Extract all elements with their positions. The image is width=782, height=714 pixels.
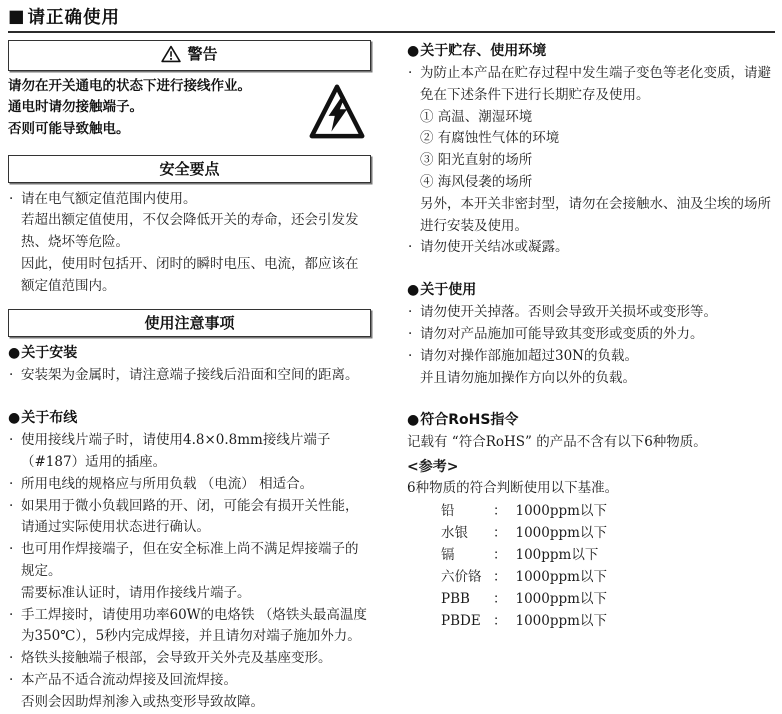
bullet-marker: · [9,497,14,514]
substance-separator: ： [493,590,507,607]
line-text: 所用电线的规格应与所用负载 （电流） 相适合。 [21,475,314,492]
wiring-heading: ●关于布线 [8,410,78,427]
safety-points-text [8,189,371,298]
section-bullet-marker: ● [8,345,21,362]
text-line [8,670,371,692]
line-text: 使用接线片端子时，请使用4.8×0.8mm接线片端子 （#187）适用的插座。 [21,432,335,471]
substance-limit: 1000ppm以下 [515,502,607,519]
text-line [8,430,371,474]
rohs-substance-table [407,500,775,632]
electric-shock-hazard-icon [309,82,365,142]
line-text: 也可用作焊接端子，但在安全标准上尚不满足焊接端子的规定。 [21,541,359,580]
substance-limit: 100ppm以下 [515,546,599,563]
warning-box-header [8,40,371,71]
line-text: 需要标准认证时，请用作接线片端子。 [21,584,251,601]
left-column [8,40,371,714]
warning-triangle-icon [161,45,181,63]
warning-box-title: 警告 [187,45,218,63]
title-divider [8,31,775,33]
line-text: 请勿对操作部施加超过30N的负载。 [420,347,638,364]
text-line [8,496,371,540]
bullet-marker: · [408,347,413,364]
substance-separator: ： [493,546,507,563]
line-text: 通电时请勿接触端子。 [8,99,143,116]
line-text: 手工焊接时，请使用功率60W的电烙铁 （烙铁头最高温度为350℃），5秒内完成焊接，并且请勿对端子施加外力。 [21,606,367,645]
text-line [407,302,775,324]
storage-list [407,63,775,259]
text-line [8,539,371,583]
safety-points-header: 安全要点 [8,155,371,183]
section-installation [8,343,371,387]
substance-row [407,588,775,610]
substance-limit: 1000ppm以下 [515,524,607,541]
substance-separator: ： [493,502,507,519]
substance-row [407,566,775,588]
installation-heading: ●关于安装 [8,345,78,362]
substance-row [407,522,775,544]
bullet-marker: · [408,65,413,81]
line-text: 烙铁头接触端子根部，会导致开关外壳及基座变形。 [21,650,332,667]
substance-row [407,544,775,566]
line-text: 并且请勿施加操作方向以外的负载。 [420,369,636,386]
line-text: 请在电气额定值范围内使用。 [21,190,197,207]
text-line [407,107,775,129]
right-column [407,40,775,714]
usage-precautions-header: 使用注意事项 [8,309,371,337]
storage-heading: ●关于贮存、使用环境 [407,43,547,59]
text-line [8,189,371,211]
text-line [8,365,371,387]
text-line [8,692,371,714]
text-line [407,150,775,172]
bullet-marker: · [9,672,14,689]
section-usage [407,280,775,389]
section-wiring [8,408,371,713]
bullet-marker: · [9,541,14,558]
line-text: 否则可能导致触电。 [8,121,130,138]
title-square-marker: ■ [8,6,26,27]
substance-limit: 1000ppm以下 [515,568,607,585]
rohs-basis: 6种物质的符合判断使用以下基准。 [407,480,619,497]
text-line [8,254,371,298]
substance-limit: 1000ppm以下 [515,590,607,607]
section-bullet-marker: ● [407,43,420,59]
section-rohs [407,410,775,632]
wiring-list [8,430,371,713]
text-line [8,119,309,141]
bullet-marker: · [408,239,413,256]
section-bullet-marker: ● [407,412,420,429]
bullet-marker: · [9,475,14,492]
substance-row [407,500,775,522]
substance-row [407,610,775,632]
page-title-text: 请正确使用 [27,8,121,28]
substance-separator: ： [493,568,507,585]
line-text: 另外，本开关非密封型，请勿在会接触水、油及尘埃的场所进行安装及使用。 [420,195,771,234]
line-text: 如果用于微小负载回路的开、闭，可能会有损开关性能，请通过实际使用状态进行确认。 [21,497,359,536]
rohs-reference-label: <参考> [407,459,459,476]
usage-heading: ●关于使用 [407,282,477,299]
text-line [407,346,775,368]
text-line [8,97,309,119]
substance-name: PBB [441,590,470,607]
bullet-marker: · [408,325,413,342]
line-text: 本产品不适合流动焊接及回流焊接。 [21,672,237,689]
line-text: 否则会因助焊剂渗入或热变形导致故障。 [21,693,264,710]
two-column-layout [8,40,775,714]
text-line [407,237,775,259]
installation-list [8,365,371,387]
text-line [8,210,371,254]
substance-separator: ： [493,612,507,629]
substance-limit: 1000ppm以下 [515,612,607,629]
bullet-marker: · [9,190,14,207]
substance-separator: ： [493,524,507,541]
line-text: 安装架为金属时，请注意端子接线后沿面和空间的距离。 [21,367,359,384]
text-line [407,63,775,107]
line-text: ④ 海风侵袭的场所 [420,173,533,190]
line-text: 为防止本产品在贮存过程中发生端子变色等老化变质，请避免在下述条件下进行长期贮存及使用。 [420,65,771,103]
substance-name: 铅 [441,502,455,519]
text-line [407,128,775,150]
text-line [8,76,309,98]
text-line [407,324,775,346]
rohs-heading: ●符合RoHS指令 [407,412,519,429]
substance-name: 镉 [441,546,455,563]
bullet-marker: · [9,650,14,667]
line-text: 请勿使开关掉落。否则会导致开关损坏或变形等。 [420,304,717,321]
bullet-marker: · [9,606,14,623]
text-line [8,583,371,605]
line-text: ③ 阳光直射的场所 [420,152,533,169]
line-text: 若超出额定值使用，不仅会降低开关的寿命，还会引发发热、烧坏等危险。 [21,212,359,251]
section-bullet-marker: ● [407,282,420,299]
line-text: 请勿在开关通电的状态下进行接线作业。 [8,77,251,94]
section-bullet-marker: ● [8,410,21,427]
line-text: ① 高温、潮湿环境 [420,108,533,125]
bullet-marker: · [408,304,413,321]
text-line [407,172,775,194]
usage-list [407,302,775,389]
line-text: 请勿对产品施加可能导致其变形或变质的外力。 [420,325,704,342]
text-line [8,474,371,496]
substance-name: 水银 [441,524,468,541]
bullet-marker: · [9,432,14,449]
section-storage-environment [407,41,775,259]
text-line [8,648,371,670]
substance-name: 六价铬 [441,568,482,585]
line-text: 因此，使用时包括开、闭时的瞬时电压、电流，都应该在额定值范围内。 [21,255,359,294]
line-text: 请勿使开关结冰或凝露。 [420,239,569,256]
substance-name: PBDE [441,612,481,629]
text-line [8,605,371,649]
text-line [407,194,775,238]
bullet-marker: · [9,367,14,384]
warning-text-block [8,76,309,142]
line-text: ② 有腐蚀性气体的环境 [420,130,560,147]
page-title [8,4,775,29]
warning-body [8,76,371,142]
text-line [407,368,775,390]
rohs-intro: 记载有 “符合RoHS” 的产品不含有以下6种物质。 [407,434,707,451]
